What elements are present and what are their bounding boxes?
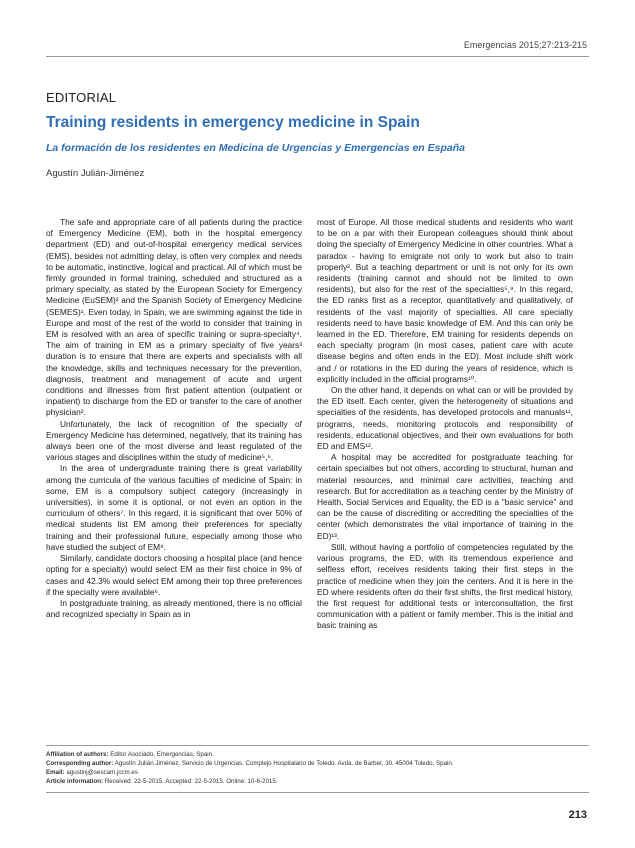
header-rule: [46, 56, 589, 57]
article-subtitle: La formación de los residentes en Medicina de Urgencias y Emergencias en España: [46, 142, 465, 154]
journal-reference: Emergencias 2015;27:213-215: [463, 40, 587, 50]
body-column-right: [317, 217, 573, 632]
footer-rule: [46, 745, 589, 746]
body-column-left: [46, 217, 302, 620]
page-number: 213: [568, 809, 587, 821]
paragraph: On the other hand, it depends on what can or will be provided by the ED itself. Each center, given the heterogeneity of situations and specialties of the residents, has developed protocols and manuals¹¹, programs, needs, monitoring protocols and responsibility of residents, educational objectives, and their own evaluations for both ED and EMS¹².: [317, 385, 573, 452]
section-label: EDITORIAL: [46, 90, 117, 105]
article-info-text: Received: 22-5-2015. Accepted: 22-5-2015. Online: 10-6-2015.: [104, 778, 278, 785]
corresponding-text: Agustín Julián Jiménez. Servicio de Urgencias. Complejo Hospitalario de Toledo. Avda. de Barber, 30. 45004 Toledo, Spain.: [114, 760, 454, 767]
article-title: Training residents in emergency medicine in Spain: [46, 114, 420, 131]
paragraph: A hospital may be accredited for postgraduate teaching for certain specialties but not others, according to structural, human and material resources, and minimal care activities, teaching and research. But for accreditation as a teaching center by the Ministry of Health, Social Services and Equality, the ED is a "basic service" and can be the cause of discrediting or accrediting the specialties of the center (which demonstrates the vital importance of training in the ED)¹³.: [317, 452, 573, 541]
footnote-block: [46, 750, 589, 786]
paragraph: Similarly, candidate doctors choosing a hospital place (and hence opting for a specialty) would select EM as their first choice in 9% of cases and 42.3% would select EM among their top three preferences if the specialty were available⁶.: [46, 553, 302, 597]
corresponding-line: [46, 759, 589, 768]
paragraph: In postgraduate training, as already mentioned, there is no official and recognized specialty in Spain as in: [46, 597, 302, 620]
affiliation-label: Affiliation of authors:: [46, 751, 109, 758]
paragraph: Still, without having a portfolio of competencies regulated by the various programs, the ED, with its tremendous experience and selfless effort, receives residents taking their first steps in the practice of medicine when they join the centers. And it is here in the ED where residents often do their first shifts, the first medical history, the first request for additional tests or interconsultation, the first communication with a patient or family member. This is the initial and basic training as: [317, 541, 573, 631]
paragraph: most of Europe. All those medical students and residents who want to be on a par with their European colleagues should think about doing the specialty of Emergency Medicine in other countries. What a paradox - having to emigrate not only to work but also to train properly². But a teaching department or unit is not only for its own residents (training cannot and should not be limited to own residents), but also for the rest of the specialties⁵,⁹. In this regard, the ED ranks first as a receptor, quantitatively and qualitatively, of residents of the vast majority of specialties. All care specialty residents need to have basic knowledge of EM. And this can only be learned in the ED. Therefore, EM training for residents depends on each specialty program (in most cases, patient care with acute disease begins and often ends in the ED). Most include shift work and / or rotations in the ED during the years of residence, which is explicitly included in the official programs¹⁰.: [317, 217, 574, 384]
paragraph: Unfortunately, the lack of recognition of the specialty of Emergency Medicine has determined, negatively, that its training has always been one of the most diverse and least regulated of the various stages and disciplines within the study of medicine⁵,⁶.: [46, 418, 302, 463]
paragraph: In the area of undergraduate training there is great variability among the curricula of the various faculties of medicine of Spain: in some, EM is a compulsory subject category (increasingly in universities), in some it is optional, or not even an option in the curriculum of others⁷. In this regard, it is significant that over 50% of medical students list EM among their preferences for specialty training and their professional future, especially among those who have studied the subject of EM⁸.: [46, 463, 302, 552]
email-label: Email:: [46, 769, 65, 776]
affiliation-text: Editor Asociado, Emergencias, Spain.: [110, 751, 214, 758]
email-line: [46, 768, 589, 777]
article-info-line: [46, 777, 589, 786]
email-text[interactable]: agustinj@sescam.jccm.es: [66, 769, 138, 776]
affiliation-line: [46, 750, 589, 759]
article-info-label: Article information:: [46, 778, 104, 785]
footer-bottom-rule: [46, 792, 589, 793]
author-name: Agustín Julián-Jiménez: [46, 168, 145, 179]
corresponding-label: Corresponding author:: [46, 760, 114, 767]
paragraph: The safe and appropriate care of all patients during the practice of Emergency Medicine (EM), both in the hospital emergency department (ED) and out-of-hospital emergency medical services (EMS), besides not admitting delay, is often very complex and needs to be automatic, instinctive, logical and practical. All of which must be firmly grounded in formal training, scheduled and structured as a primary specialty, as stated by the European Society for Emergency Medicine (EuSEM)² and the Spanish Society of Emergency Medicine (SEMES)¹. Even today, in Spain, we are swimming against the tide in Europe and most of the rest of the world to consider that training in EM is resolved with an area of specific training or supra-specialty⁴. The aim of training in EM as a primary specialty of five years³ duration is to ensure that there are experts and specialists with all the knowledge, skills and techniques necessary for the prevention, diagnosis, treatment and management of acute and urgent conditions and illnesses from first patient attention (outpatient or inpatient) to discharge from the ED or transfer to the care of another physician².: [46, 217, 302, 418]
